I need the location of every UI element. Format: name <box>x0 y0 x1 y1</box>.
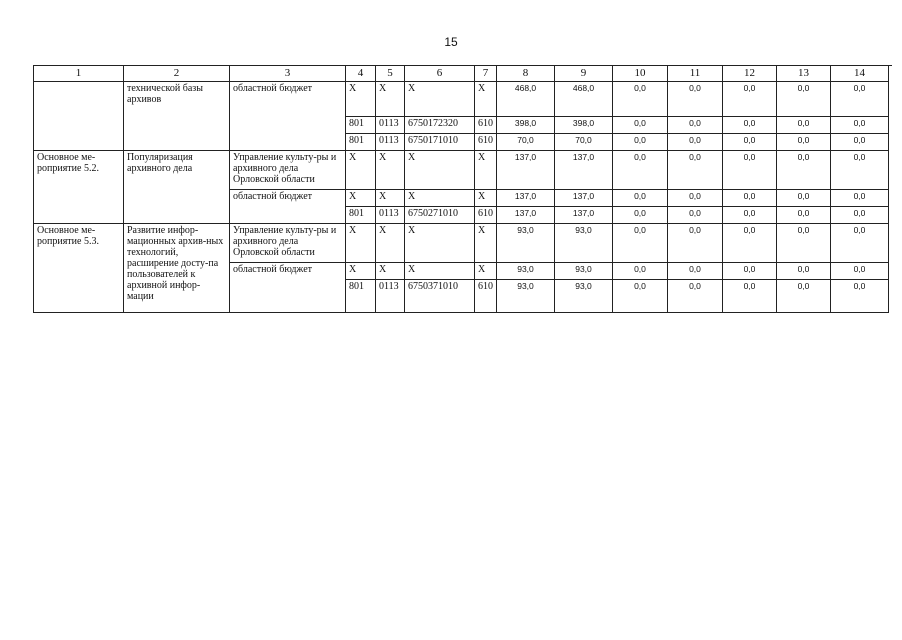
value-cell: 70,0 <box>497 134 555 151</box>
value-cell: 0,0 <box>613 263 668 280</box>
header-row <box>34 66 889 82</box>
responsible-cell: областной бюджет <box>230 190 346 224</box>
value-cell: 137,0 <box>497 207 555 224</box>
col-header-4: 4 <box>346 66 376 82</box>
col-header-10: 10 <box>613 66 668 82</box>
table-row <box>34 224 889 263</box>
col-header-14: 14 <box>831 66 889 82</box>
vr-cell: 610 <box>475 134 497 151</box>
value-cell: 468,0 <box>555 82 613 117</box>
value-cell: 0,0 <box>723 82 777 117</box>
value-cell: 0,0 <box>668 207 723 224</box>
value-cell: 0,0 <box>723 134 777 151</box>
value-cell: 0,0 <box>777 280 831 313</box>
event-name-cell <box>34 82 124 151</box>
value-cell: 0,0 <box>668 263 723 280</box>
col-header-2: 2 <box>124 66 230 82</box>
col-header-8: 8 <box>497 66 555 82</box>
csr-cell: Х <box>405 263 475 280</box>
value-cell: 398,0 <box>555 117 613 134</box>
col-header-9: 9 <box>555 66 613 82</box>
grbs-cell: Х <box>346 224 376 263</box>
value-cell: 0,0 <box>613 151 668 190</box>
col-header-12: 12 <box>723 66 777 82</box>
csr-cell: Х <box>405 82 475 117</box>
value-cell: 0,0 <box>723 207 777 224</box>
grbs-cell: Х <box>346 190 376 207</box>
grbs-cell: 801 <box>346 134 376 151</box>
rzpr-cell: 0113 <box>376 117 405 134</box>
value-cell: 137,0 <box>555 151 613 190</box>
vr-cell: Х <box>475 224 497 263</box>
page-number: 15 <box>444 35 458 49</box>
value-cell: 0,0 <box>831 263 889 280</box>
value-cell: 70,0 <box>555 134 613 151</box>
responsible-cell: областной бюджет <box>230 82 346 151</box>
value-cell: 0,0 <box>723 224 777 263</box>
csr-cell: 6750371010 <box>405 280 475 313</box>
table-edge-line <box>868 65 892 66</box>
col-header-7: 7 <box>475 66 497 82</box>
csr-cell: Х <box>405 190 475 207</box>
value-cell: 0,0 <box>723 280 777 313</box>
vr-cell: 610 <box>475 280 497 313</box>
value-cell: 0,0 <box>831 190 889 207</box>
value-cell: 0,0 <box>613 224 668 263</box>
rzpr-cell: 0113 <box>376 134 405 151</box>
value-cell: 0,0 <box>777 190 831 207</box>
value-cell: 0,0 <box>777 134 831 151</box>
event-description-cell: технической базы архивов <box>124 82 230 151</box>
vr-cell: Х <box>475 190 497 207</box>
col-header-11: 11 <box>668 66 723 82</box>
value-cell: 0,0 <box>777 224 831 263</box>
value-cell: 0,0 <box>723 117 777 134</box>
value-cell: 93,0 <box>497 263 555 280</box>
value-cell: 0,0 <box>831 82 889 117</box>
col-header-5: 5 <box>376 66 405 82</box>
value-cell: 0,0 <box>777 263 831 280</box>
value-cell: 468,0 <box>497 82 555 117</box>
value-cell: 137,0 <box>497 190 555 207</box>
value-cell: 0,0 <box>668 117 723 134</box>
value-cell: 137,0 <box>555 190 613 207</box>
vr-cell: Х <box>475 151 497 190</box>
rzpr-cell: Х <box>376 224 405 263</box>
csr-cell: 6750171010 <box>405 134 475 151</box>
value-cell: 0,0 <box>723 190 777 207</box>
value-cell: 0,0 <box>777 117 831 134</box>
col-header-13: 13 <box>777 66 831 82</box>
value-cell: 0,0 <box>777 151 831 190</box>
value-cell: 93,0 <box>555 263 613 280</box>
grbs-cell: Х <box>346 263 376 280</box>
value-cell: 93,0 <box>497 224 555 263</box>
value-cell: 0,0 <box>613 207 668 224</box>
value-cell: 0,0 <box>613 82 668 117</box>
rzpr-cell: Х <box>376 82 405 117</box>
rzpr-cell: Х <box>376 263 405 280</box>
value-cell: 0,0 <box>723 263 777 280</box>
value-cell: 0,0 <box>668 151 723 190</box>
value-cell: 0,0 <box>831 224 889 263</box>
value-cell: 0,0 <box>723 151 777 190</box>
value-cell: 0,0 <box>831 207 889 224</box>
value-cell: 0,0 <box>613 280 668 313</box>
col-header-1: 1 <box>34 66 124 82</box>
value-cell: 0,0 <box>777 82 831 117</box>
grbs-cell: Х <box>346 82 376 117</box>
value-cell: 0,0 <box>613 190 668 207</box>
value-cell: 398,0 <box>497 117 555 134</box>
event-name-cell: Основное ме-роприятие 5.2. <box>34 151 124 224</box>
value-cell: 0,0 <box>668 224 723 263</box>
responsible-cell: областной бюджет <box>230 263 346 313</box>
csr-cell: Х <box>405 151 475 190</box>
value-cell: 0,0 <box>668 134 723 151</box>
event-description-cell: Развитие инфор-мационных архив-ных технологий, расширение досту-па пользователей к архивной инфор-мации <box>124 224 230 313</box>
grbs-cell: 801 <box>346 117 376 134</box>
vr-cell: Х <box>475 82 497 117</box>
budget-table <box>33 65 889 313</box>
rzpr-cell: Х <box>376 151 405 190</box>
vr-cell: Х <box>475 263 497 280</box>
grbs-cell: 801 <box>346 207 376 224</box>
csr-cell: Х <box>405 224 475 263</box>
csr-cell: 6750271010 <box>405 207 475 224</box>
value-cell: 0,0 <box>668 280 723 313</box>
value-cell: 0,0 <box>831 117 889 134</box>
table-row <box>34 151 889 190</box>
grbs-cell: 801 <box>346 280 376 313</box>
vr-cell: 610 <box>475 117 497 134</box>
vr-cell: 610 <box>475 207 497 224</box>
col-header-3: 3 <box>230 66 346 82</box>
rzpr-cell: Х <box>376 190 405 207</box>
value-cell: 0,0 <box>831 134 889 151</box>
table-row <box>34 82 889 117</box>
rzpr-cell: 0113 <box>376 280 405 313</box>
responsible-cell: Управление культу-ры и архивного дела Орловской области <box>230 151 346 190</box>
col-header-6: 6 <box>405 66 475 82</box>
value-cell: 0,0 <box>831 151 889 190</box>
value-cell: 93,0 <box>555 224 613 263</box>
value-cell: 93,0 <box>555 280 613 313</box>
value-cell: 137,0 <box>497 151 555 190</box>
responsible-cell: Управление культу-ры и архивного дела Орловской области <box>230 224 346 263</box>
value-cell: 0,0 <box>613 117 668 134</box>
csr-cell: 6750172320 <box>405 117 475 134</box>
rzpr-cell: 0113 <box>376 207 405 224</box>
event-name-cell: Основное ме-роприятие 5.3. <box>34 224 124 313</box>
value-cell: 0,0 <box>777 207 831 224</box>
value-cell: 0,0 <box>668 190 723 207</box>
event-description-cell: Популяризация архивного дела <box>124 151 230 224</box>
value-cell: 137,0 <box>555 207 613 224</box>
value-cell: 0,0 <box>613 134 668 151</box>
grbs-cell: Х <box>346 151 376 190</box>
value-cell: 0,0 <box>668 82 723 117</box>
value-cell: 0,0 <box>831 280 889 313</box>
value-cell: 93,0 <box>497 280 555 313</box>
